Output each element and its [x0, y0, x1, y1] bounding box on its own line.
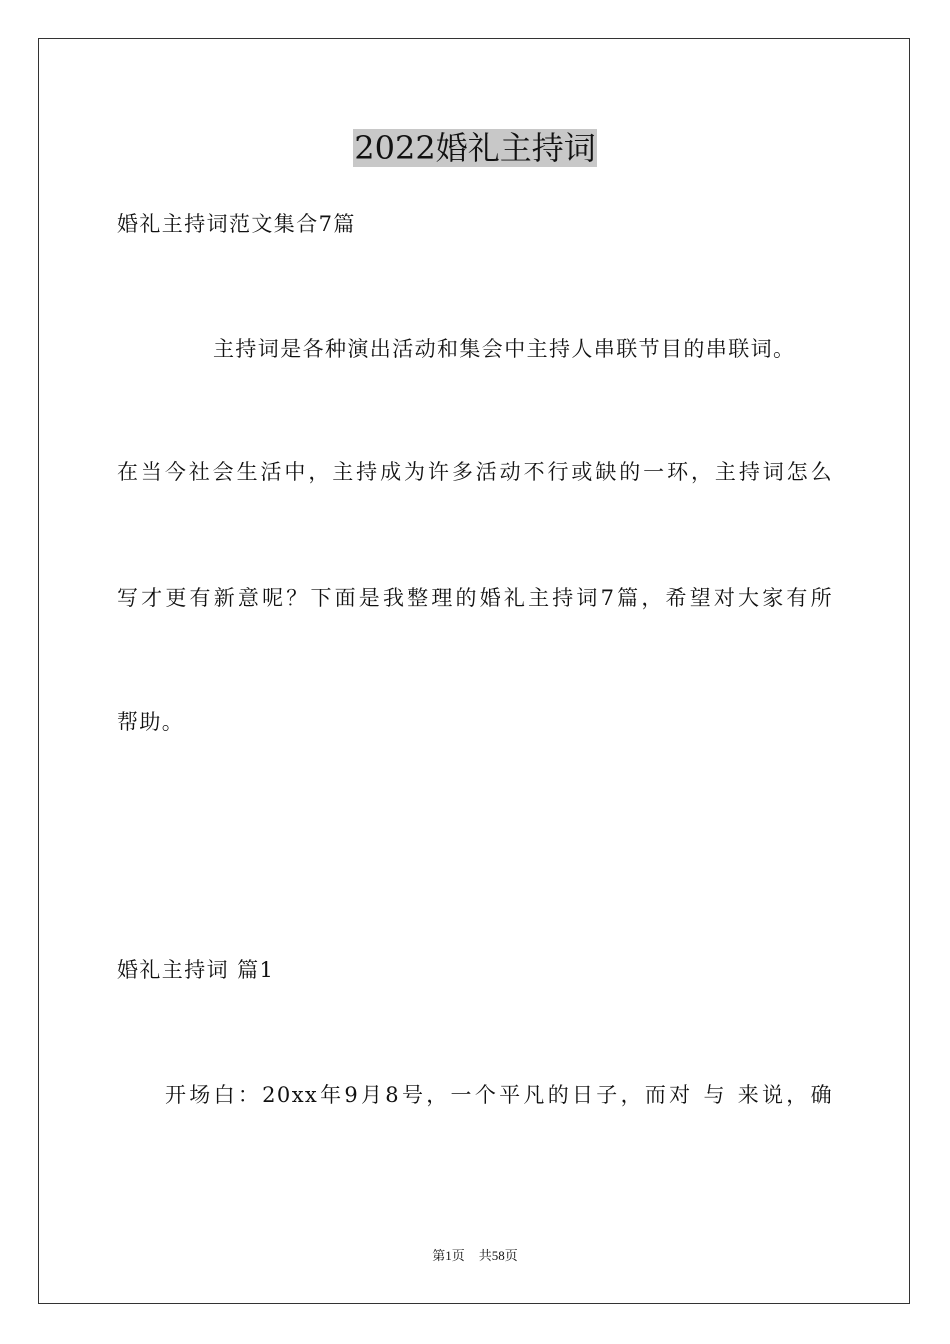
page-number: 第1页: [432, 1248, 465, 1263]
intro-paragraph-line-2: 在当今社会生活中，主持成为许多活动不行或缺的一环，主持词怎么: [117, 460, 833, 484]
intro-paragraph-line-3: 写才更有新意呢？下面是我整理的婚礼主持词7篇，希望对大家有所: [117, 586, 833, 610]
page-footer: [0, 1247, 950, 1265]
intro-paragraph-line-4: 帮助。: [117, 710, 185, 734]
subtitle: 婚礼主持词范文集合7篇: [117, 212, 356, 236]
section-heading: 婚礼主持词 篇1: [117, 958, 275, 982]
body-paragraph-line-1: 开场白：20xx年9月8号，一个平凡的日子，而对 与 来说，确: [165, 1083, 833, 1107]
intro-paragraph-line-1: 主持词是各种演出活动和集会中主持人串联节目的串联词。: [213, 337, 796, 361]
document-title: 2022婚礼主持词: [354, 129, 596, 167]
total-pages: 共58页: [478, 1248, 518, 1263]
